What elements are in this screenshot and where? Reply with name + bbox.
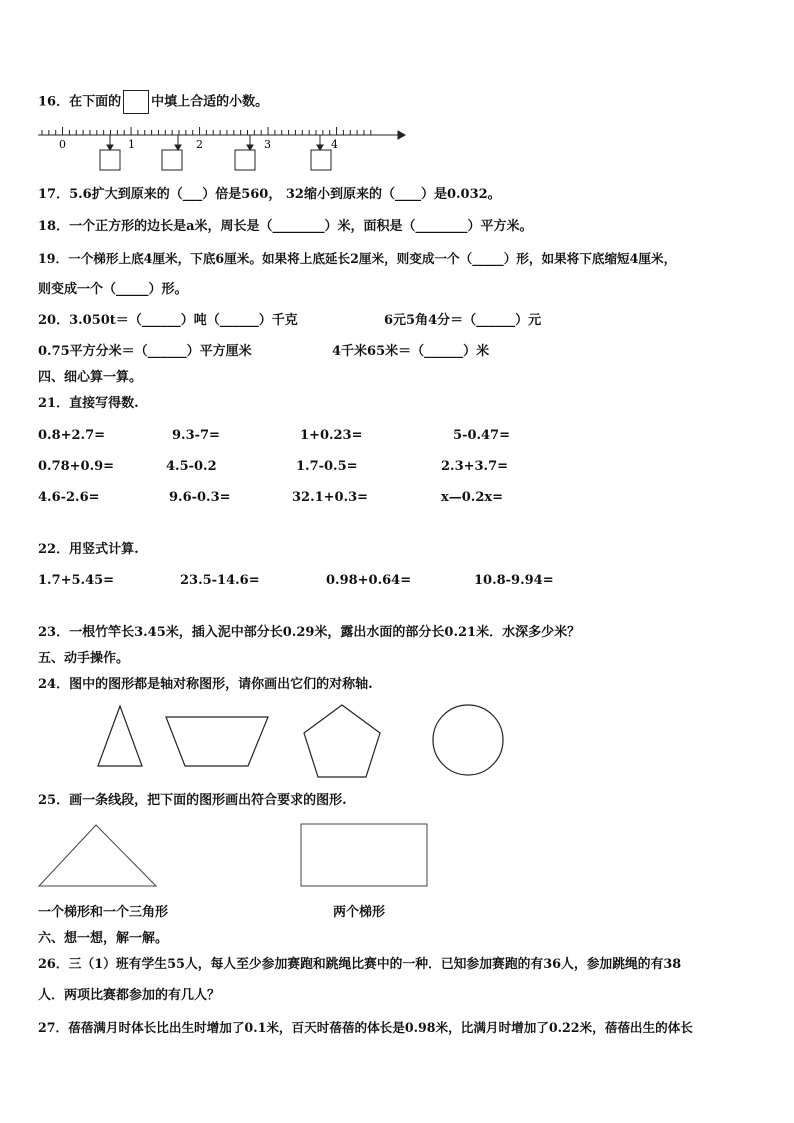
rectangle-shape	[301, 824, 427, 886]
tick-label-1: 1	[128, 138, 135, 151]
vertical-calc-item: 0.98+0.64=	[326, 573, 412, 588]
regular-pentagon	[304, 705, 380, 777]
calc-item: 9.3-7=	[172, 428, 220, 443]
q25-label-triangle: 一个梯形和一个三角形	[38, 905, 169, 920]
q20-part-c: 0.75平方分米＝（______）平方厘米	[38, 344, 252, 359]
tick-label-2: 2	[196, 138, 203, 151]
calc-item: x—0.2x=	[441, 490, 504, 505]
tick-label-4: 4	[331, 138, 338, 151]
calc-item: 32.1+0.3=	[292, 490, 369, 505]
q22-title: 22．用竖式计算.	[38, 542, 139, 557]
section-5-heading: 五、动手操作。	[38, 651, 130, 666]
section-4-heading: 四、细心算一算。	[38, 370, 143, 385]
q21-title: 21．直接写得数.	[38, 396, 139, 411]
q19-line2: 则变成一个（_____）形。	[38, 282, 188, 297]
circle-shape	[433, 705, 503, 775]
q18-text: 18．一个正方形的边长是a米，周长是（________）米，面积是（________）平方米。	[38, 219, 533, 234]
isosceles-trapezoid	[166, 717, 268, 766]
q26-line2: 人．两项比赛都参加的有几人？	[38, 988, 221, 1003]
q17-text: 17．5.6扩大到原来的（___）倍是560， 32缩小到原来的（____）是0.032。	[38, 187, 501, 202]
calc-item: 1+0.23=	[300, 428, 363, 443]
calc-item: 5-0.47=	[453, 428, 510, 443]
tick-label-0: 0	[59, 138, 66, 151]
q27-text: 27．蓓蓓满月时体长比出生时增加了0.1米，百天时蓓蓓的体长是0.98米，比满月时增加了0.22米，蓓蓓出生的体长	[38, 1020, 693, 1035]
calc-item: 0.78+0.9=	[38, 459, 115, 474]
tick-label-3: 3	[264, 138, 271, 151]
calc-item: 4.5-0.2	[166, 459, 217, 474]
q25-text: 25．画一条线段，把下面的图形画出符合要求的图形.	[38, 793, 347, 808]
q23-text: 23．一根竹竿长3.45米，插入泥中部分长0.29米，露出水面的部分长0.21米．水深多少米？	[38, 625, 581, 640]
q26-line1: 26．三（1）班有学生55人，每人至少参加赛跑和跳绳比赛中的一种．已知参加赛跑的有36人，参加跳绳的有38	[38, 957, 682, 972]
q20-part-b: 6元5角4分＝（______）元	[384, 313, 542, 328]
calc-item: 1.7-0.5=	[296, 459, 358, 474]
number-line	[38, 127, 405, 170]
isosceles-triangle	[98, 706, 142, 766]
q20-part-d: 4千米65米＝（______）米	[332, 344, 490, 359]
section-6-heading: 六、想一想，解一解。	[38, 931, 169, 946]
q20-part-a: 20．3.050t＝（______）吨（______）千克	[38, 313, 298, 328]
obtuse-triangle	[39, 825, 156, 886]
calc-item: 2.3+3.7=	[441, 459, 509, 474]
q16-text: 16．在下面的 中填上合适的小数。	[38, 90, 268, 114]
vertical-calc-item: 10.8-9.94=	[474, 573, 554, 588]
q19-line1: 19．一个梯形上底4厘米，下底6厘米。如果将上底延长2厘米，则变成一个（_____）形，如果将下底缩短4厘米，	[38, 251, 677, 266]
calc-item: 4.6-2.6=	[38, 490, 100, 505]
calc-item: 9.6-0.3=	[169, 490, 231, 505]
calc-item: 0.8+2.7=	[38, 428, 106, 443]
vertical-calc-item: 23.5-14.6=	[180, 573, 260, 588]
q25-label-rectangle: 两个梯形	[333, 905, 386, 920]
vertical-calc-item: 1.7+5.45=	[38, 573, 115, 588]
q24-text: 24．图中的图形都是轴对称图形，请你画出它们的对称轴.	[38, 677, 373, 692]
